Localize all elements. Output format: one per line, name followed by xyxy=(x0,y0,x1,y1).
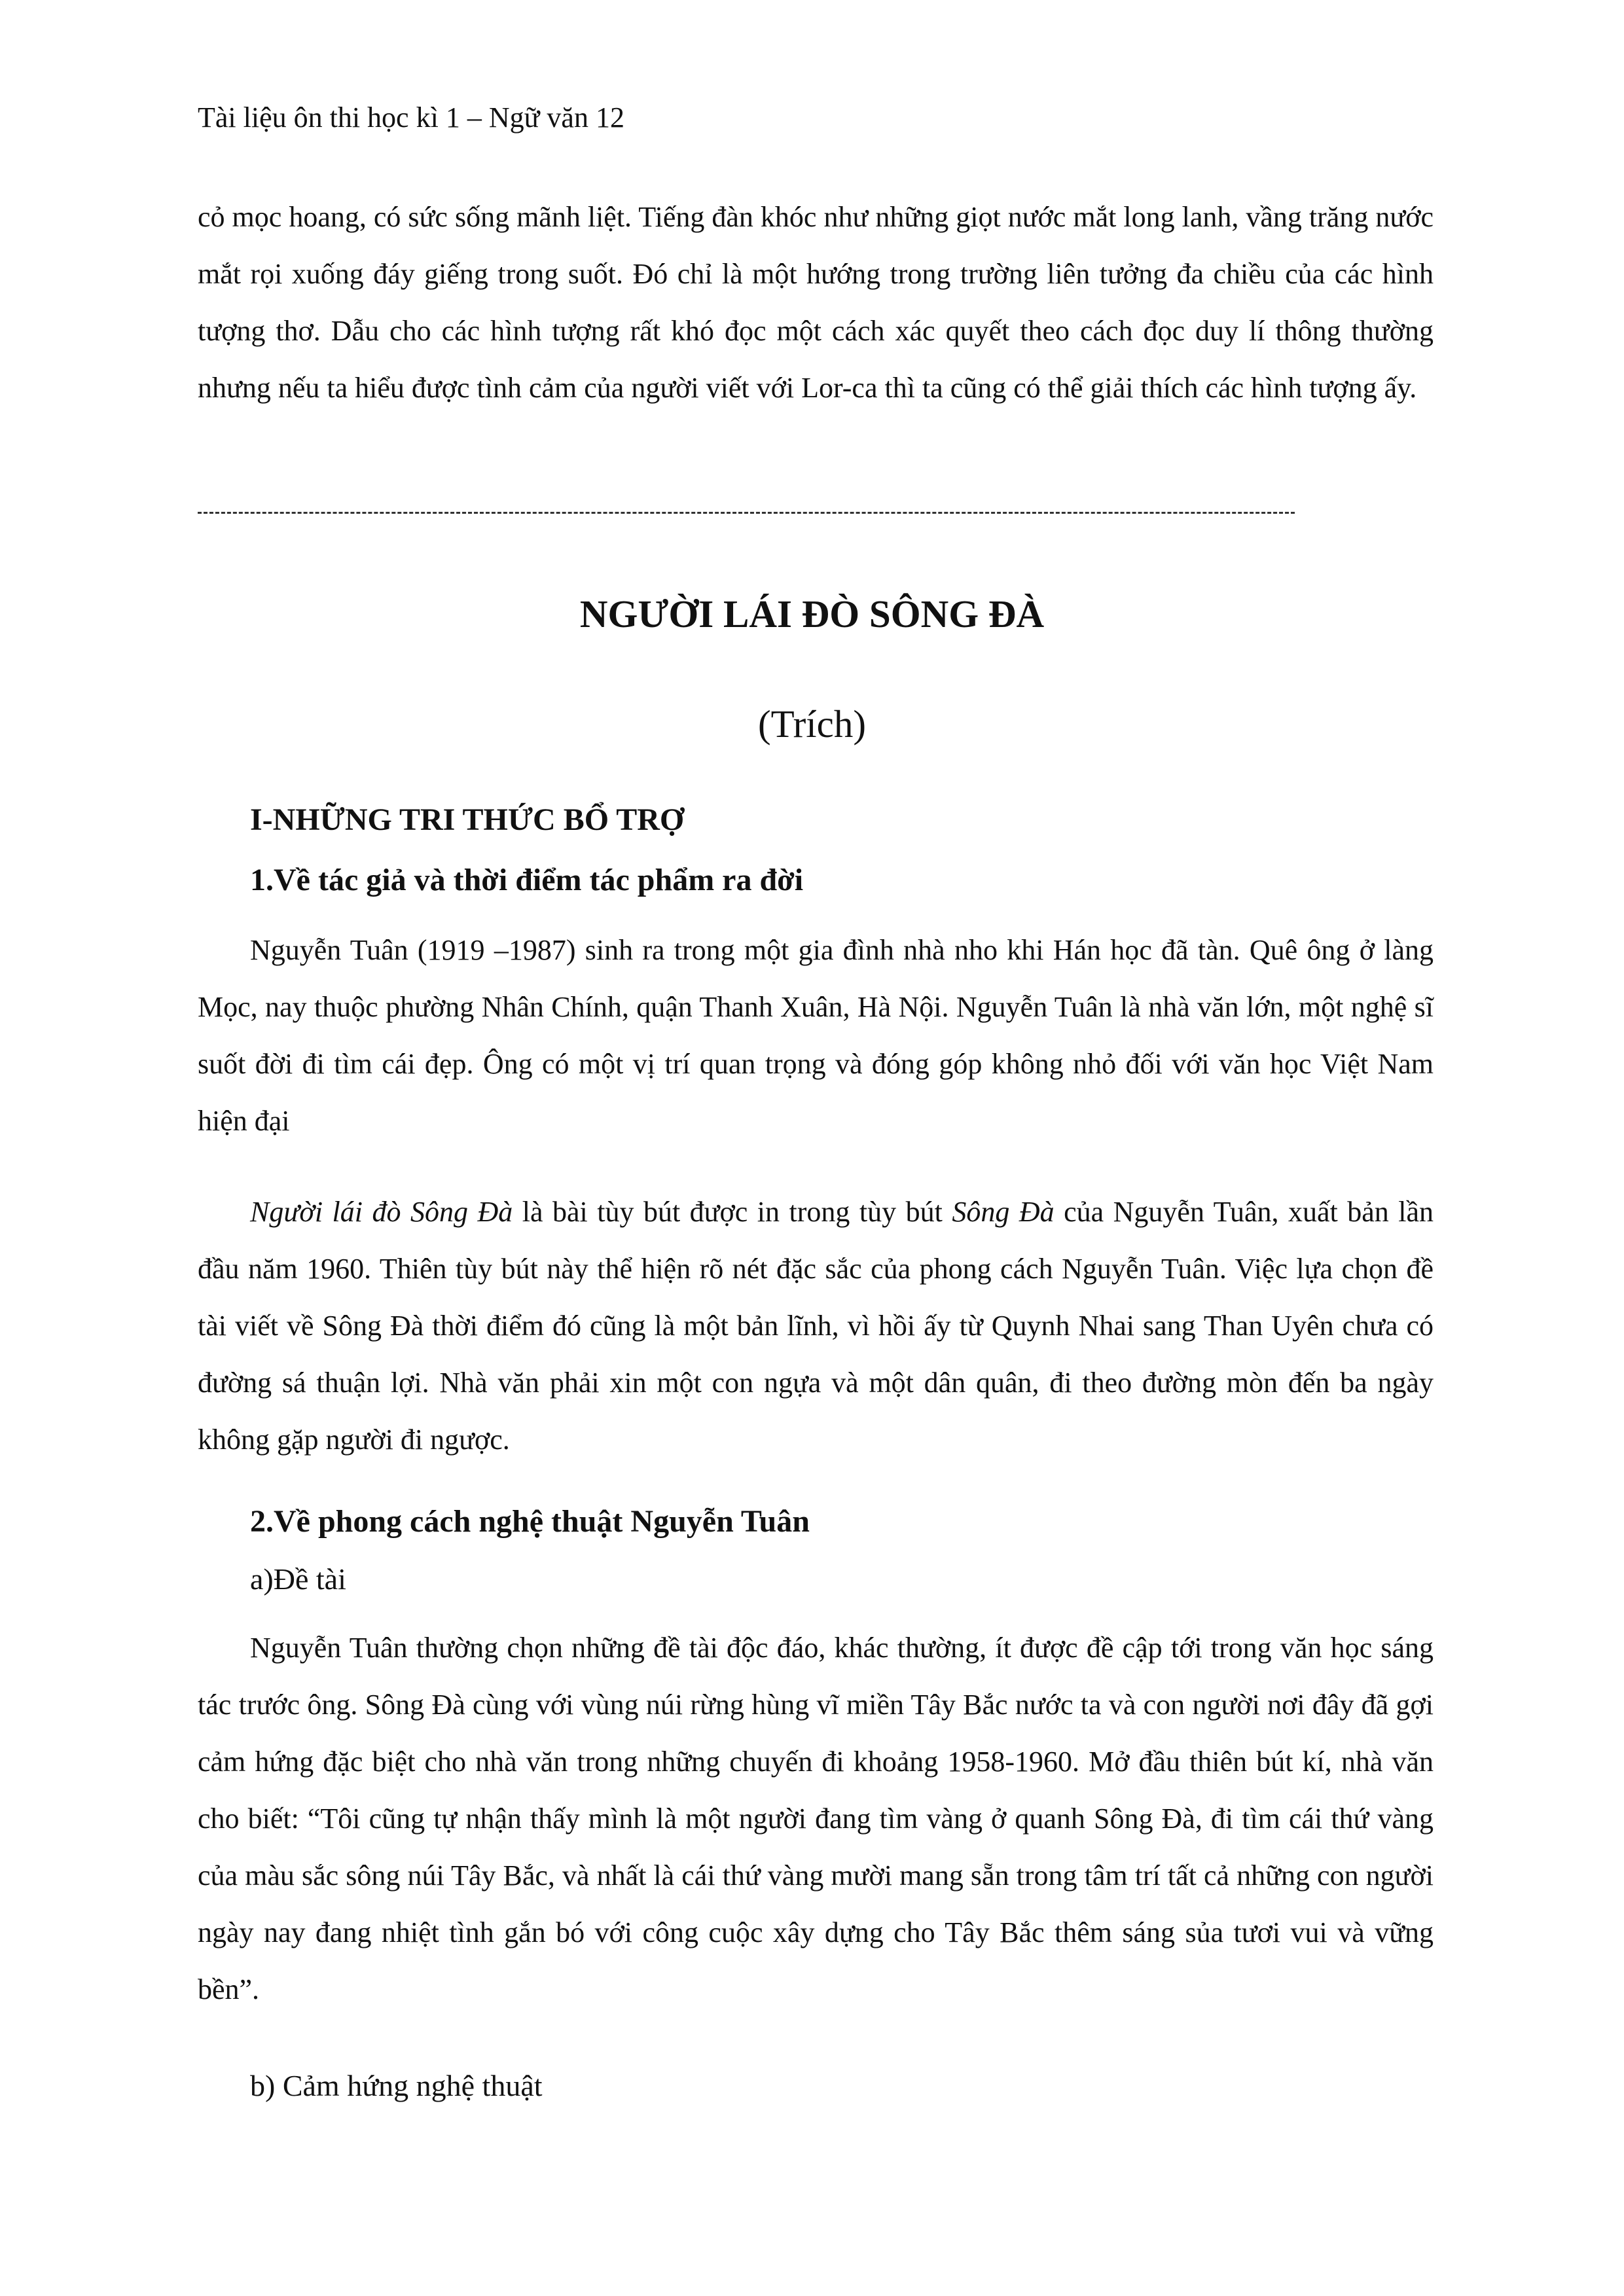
article-subtitle: (Trích) xyxy=(758,702,866,745)
collection-title: Sông Đà xyxy=(952,1196,1055,1228)
work-text-b: của Nguyễn Tuân, xuất bản lần đầu năm 1960. Thiên tùy bút này thể hiện rõ nét đặc sắc của phong cách Nguyễn Tuân. Việc lựa chọn đề tài viết về Sông Đà thời điểm đó cũng là một bản lĩnh, vì hồi ấy từ Quynh Nhai sang Than Uyên chưa có đường sá thuận lợi. Nhà văn phải xin một con ngựa và một dân quân, đi theo đường mòn đến ba ngày không gặp người đi ngược. xyxy=(198,1196,1434,1456)
page-header: Tài liệu ôn thi học kì 1 – Ngữ văn 12 xyxy=(198,101,624,134)
author-paragraph: Nguyễn Tuân (1919 –1987) sinh ra trong một gia đình nhà nho khi Hán học đã tàn. Quê ông ở làng Mọc, nay thuộc phường Nhân Chính, quận Thanh Xuân, Hà Nội. Nguyễn Tuân là nhà văn lớn, một nghệ sĩ suốt đời đi tìm cái đẹp. Ông có một vị trí quan trọng và đóng góp không nhỏ đối với văn học Việt Nam hiện đại xyxy=(198,934,1434,1137)
item-a-label: a)Đề tài xyxy=(250,1562,346,1596)
subsection-heading-author: 1.Về tác giả và thời điểm tác phẩm ra đời xyxy=(250,863,804,897)
topic-paragraph: Nguyễn Tuân thường chọn những đề tài độc đáo, khác thường, ít được đề cập tới trong văn học sáng tác trước ông. Sông Đà cùng với vùng núi rừng hùng vĩ miền Tây Bắc nước ta và con người nơi đây đã gợi cảm hứng đặc biệt cho nhà văn trong những chuyến đi khoảng 1958-1960. Mở đầu thiên bút kí, nhà văn cho biết: “Tôi cũng tự nhận thấy mình là một người đang tìm vàng ở quanh Sông Đà, đi tìm cái thứ vàng của màu sắc sông núi Tây Bắc, và nhất là cái thứ vàng mười mang sẵn trong tâm trí tất cả những con người ngày nay đang nhiệt tình gắn bó với công cuộc xây dựng cho Tây Bắc thêm sáng sủa tươi vui và vững bền”. xyxy=(198,1632,1434,2005)
work-paragraph xyxy=(198,1183,1434,1468)
subsection-heading-style: 2.Về phong cách nghệ thuật Nguyễn Tuân xyxy=(250,1504,810,1539)
section-separator xyxy=(198,512,1295,514)
section-heading: I-NHỮNG TRI THỨC BỔ TRỢ xyxy=(250,802,685,837)
item-b-label: b) Cảm hứng nghệ thuật xyxy=(250,2069,543,2102)
intro-paragraph: cỏ mọc hoang, có sức sống mãnh liệt. Tiếng đàn khóc như những giọt nước mắt long lanh, vầng trăng nước mắt rọi xuống đáy giếng trong suốt. Đó chỉ là một hướng trong trường liên tưởng đa chiều của các hình tượng thơ. Dẫu cho các hình tượng rất khó đọc một cách xác quyết theo cách đọc duy lí thông thường nhưng nếu ta hiểu được tình cảm của người viết với Lor-ca thì ta cũng có thể giải thích các hình tượng ấy. xyxy=(198,201,1434,404)
work-title: Người lái đò Sông Đà xyxy=(250,1196,513,1228)
work-text-a: là bài tùy bút được in trong tùy bút xyxy=(513,1196,952,1228)
article-title: NGƯỜI LÁI ĐÒ SÔNG ĐÀ xyxy=(579,592,1045,636)
